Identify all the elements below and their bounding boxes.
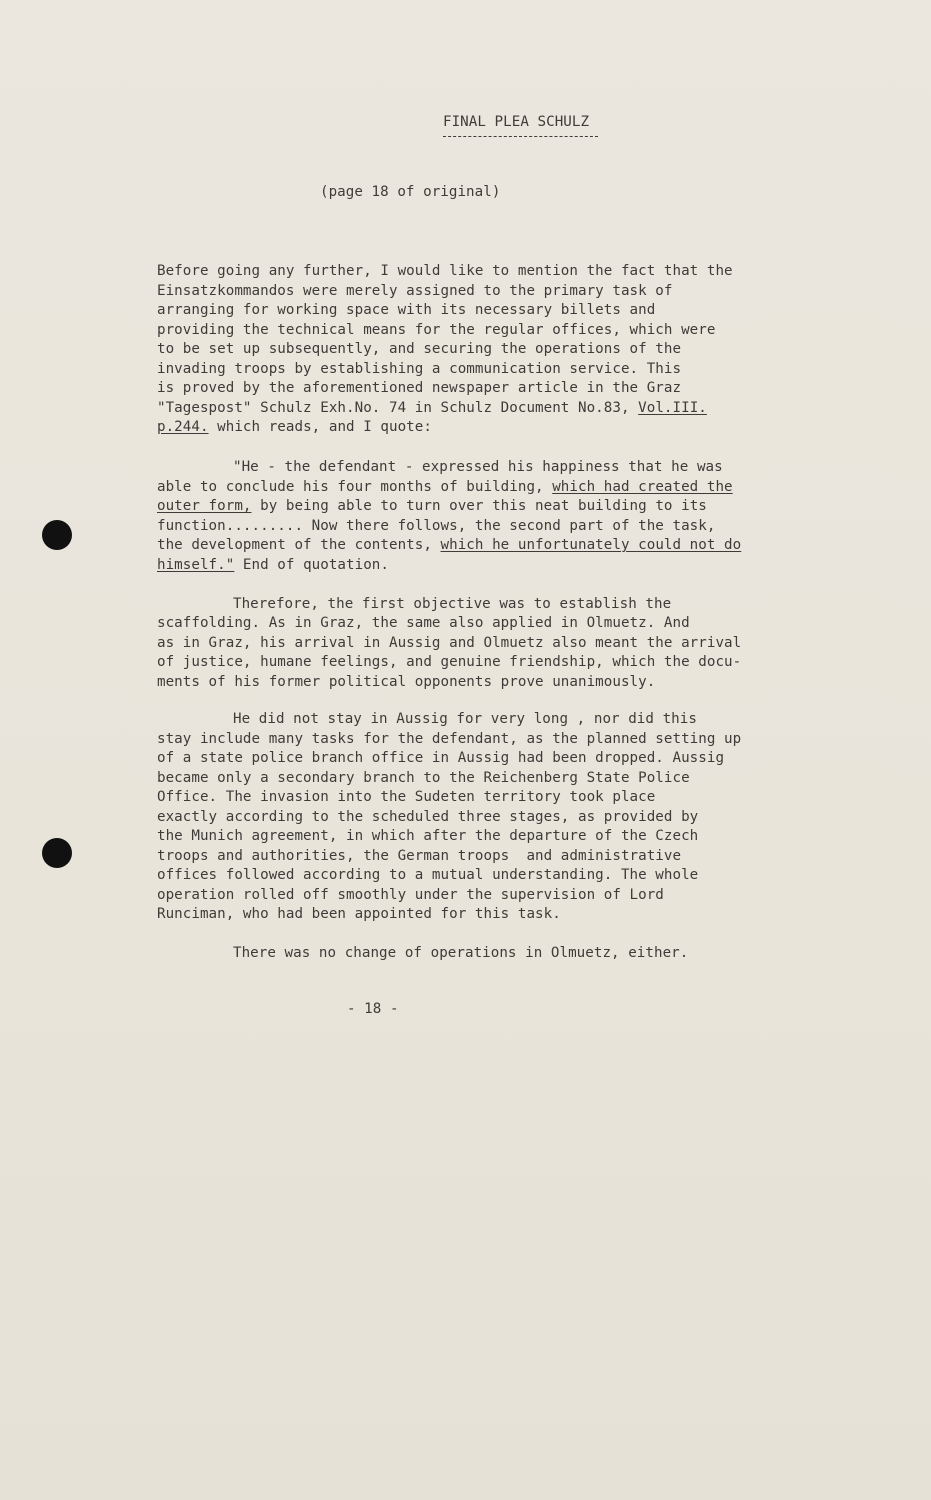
document-header: FINAL PLEA SCHULZ [443,114,590,130]
text-line [157,478,733,498]
text-line: the Munich agreement, in which after the departure of the Czech [157,828,699,844]
text-line: stay include many tasks for the defendant, as the planned setting up [157,731,742,747]
header-rule [443,136,598,137]
text-line: scaffolding. As in Graz, the same also applied in Olmuetz. And [157,615,690,631]
text-segment: by being able to turn over this neat building to its [260,498,707,514]
text-line: Therefore, the first objective was to establish the [233,596,672,612]
text-line [157,399,707,419]
text-line: function......... Now there follows, the second part of the task, [157,518,716,534]
punch-hole-bottom [42,838,72,868]
underlined-text: himself." [157,557,235,573]
underlined-citation: Vol.III. [638,400,707,416]
underlined-text: which he unfortunately could not do [440,537,742,553]
text-line: providing the technical means for the regular offices, which were [157,322,716,338]
text-line: "He - the defendant - expressed his happiness that he was [233,459,723,475]
text-line: offices followed according to a mutual understanding. The whole [157,867,699,883]
text-line: invading troops by establishing a communication service. This [157,361,682,377]
underlined-text: outer form, [157,498,252,514]
text-segment: "Tagespost" Schulz Exh.No. 74 in Schulz Document No.83, [157,400,630,416]
text-line: Office. The invasion into the Sudeten territory took place [157,789,656,805]
text-line: Runciman, who had been appointed for this task. [157,906,561,922]
text-line: Einsatzkommandos were merely assigned to the primary task of [157,283,673,299]
punch-hole-top [42,520,72,550]
underlined-citation: p.244. [157,419,209,435]
text-line: Before going any further, I would like to mention the fact that the [157,263,733,279]
text-line: troops and authorities, the German troops and administrative [157,848,682,864]
text-line: became only a secondary branch to the Reichenberg State Police [157,770,690,786]
text-line: exactly according to the scheduled three stages, as provided by [157,809,699,825]
text-line: as in Graz, his arrival in Aussig and Olmuetz also meant the arrival [157,635,742,651]
text-line: of justice, humane feelings, and genuine friendship, which the docu- [157,654,742,670]
text-segment: End of quotation. [242,557,389,573]
text-line: is proved by the aforementioned newspaper article in the Graz [157,380,682,396]
text-segment: able to conclude his four months of building, [157,479,544,495]
text-line [157,556,389,576]
underlined-text: which had created the [552,479,733,495]
page-number: - 18 - [347,1001,399,1017]
text-line: operation rolled off smoothly under the supervision of Lord [157,887,664,903]
text-segment: the development of the contents, [157,537,432,553]
text-segment: which reads, and I quote: [217,419,432,435]
text-line [157,497,707,517]
text-line [157,536,741,556]
page-reference: (page 18 of original) [320,184,501,200]
text-line: There was no change of operations in Olmuetz, either. [233,945,689,961]
text-line: He did not stay in Aussig for very long , nor did this [233,711,697,727]
text-line: of a state police branch office in Aussig had been dropped. Aussig [157,750,725,766]
text-line: ments of his former political opponents prove unanimously. [157,674,656,690]
text-line [157,418,432,438]
text-line: to be set up subsequently, and securing the operations of the [157,341,682,357]
text-line: arranging for working space with its necessary billets and [157,302,656,318]
